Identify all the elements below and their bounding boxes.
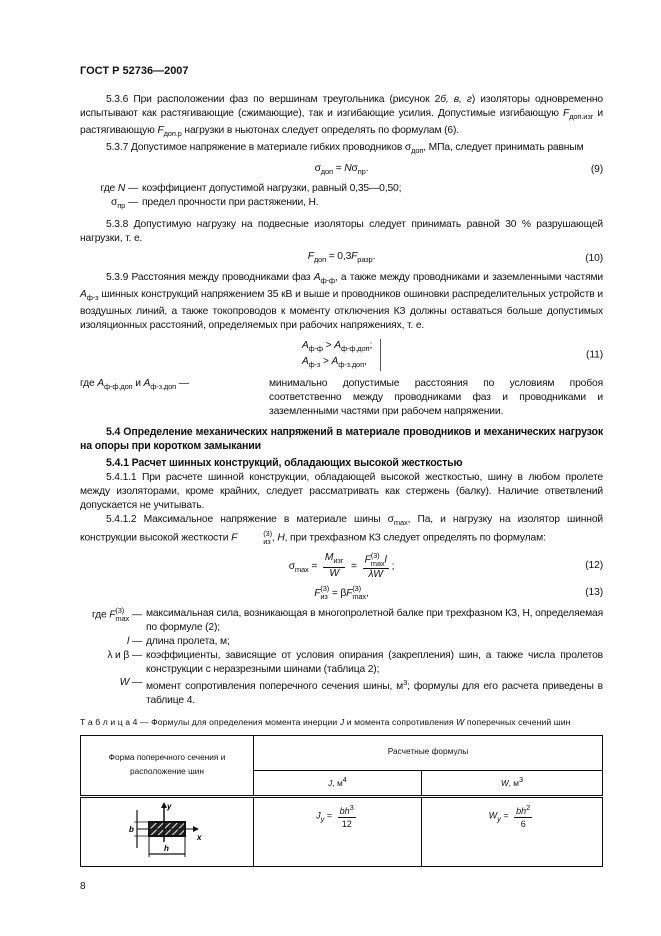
- text-sub: доп.изг: [569, 111, 594, 121]
- definition-text: [146, 649, 603, 677]
- text-run: коэффициенты, зависящие от условия опирания (закрепления) шин, а также числа пролетов конструкции с неразрезными шинами (таблица 2);: [146, 649, 603, 675]
- definition-n: [80, 182, 603, 196]
- lhs: J: [316, 810, 321, 821]
- m: M: [324, 552, 334, 564]
- text-run: .: [372, 251, 376, 263]
- text-run: , а также между проводниками и заземленными частями: [334, 272, 603, 284]
- formula-13: [80, 585, 603, 601]
- section-heading-5-4: [80, 426, 603, 454]
- text-run: σ: [351, 162, 358, 174]
- paragraph-5-4-1-2: [80, 513, 603, 546]
- definition-l: [80, 635, 603, 649]
- f: F: [364, 554, 371, 566]
- text-sub: ф-ф.доп: [340, 343, 370, 353]
- document-body: [80, 93, 603, 892]
- text-i: W: [456, 717, 465, 728]
- text-sub: max: [393, 518, 408, 528]
- text-run: —: [125, 196, 138, 208]
- numerator: bh: [516, 806, 527, 817]
- text-sub: пр: [117, 200, 126, 210]
- w: W: [329, 568, 339, 580]
- text-run: шинных конструкций напряжением 35 кВ и выше и проводников ошиновки распределительных устройств и воздушных линий, а также токопроводов к моменту отключения КЗ должны оставаться больше допустимых изоляционных расстояний, определяемых при рабочих напряжениях, т. е.: [80, 289, 603, 331]
- text-i: F: [157, 124, 164, 136]
- text-i: W: [500, 778, 509, 789]
- formula-13-number: (13): [585, 586, 603, 598]
- text-run: σ: [110, 196, 118, 208]
- text-i: J: [339, 717, 345, 728]
- text-run: ,: [271, 532, 278, 544]
- definition-w: [80, 676, 603, 708]
- denominator: 12: [341, 819, 352, 830]
- paragraph-5-3-6: [80, 93, 603, 141]
- page-number: 8: [80, 881, 86, 893]
- text-sub: ф-з: [86, 293, 99, 303]
- denominator: 6: [520, 819, 526, 830]
- fraction: [323, 552, 345, 580]
- text-run: 5.4.1.1 При расчете шинной конструкции, обладающей высокой жесткостью, шину в любом пролете между изоляторами, кроме крайних, следует рассматривать как стержень (балку). Наличие ответвлений допускается не учитывать.: [80, 472, 603, 512]
- text-run: 5.4.1 Расчет шинных конструкций, обладающих высокой жесткостью: [106, 457, 463, 470]
- text-run: ;: [369, 339, 373, 351]
- text-sub: ф-з.доп: [150, 381, 176, 391]
- text-i: F: [314, 587, 321, 599]
- text-i: F: [231, 532, 238, 544]
- text-run: 5.4 Определение механических напряжений в материале проводников и механических нагрузок на опоры при коротком замыкании: [80, 425, 603, 452]
- text-run: ; формулы для его расчета приведены в таблице 4.: [146, 681, 604, 707]
- text-sup: (3): [263, 528, 272, 538]
- text-i: A: [313, 272, 321, 284]
- definition-sigma: [80, 196, 603, 213]
- header-j: [254, 771, 422, 797]
- text-i: F: [563, 107, 570, 119]
- sub: y: [497, 814, 501, 824]
- text-run: длина пролета, м;: [146, 635, 230, 647]
- dim-b-label: b: [129, 825, 134, 835]
- text-run: , Па, и нагрузку на изолятор шинной конструкции высокой жесткости: [80, 514, 603, 544]
- text-run: —: [125, 182, 138, 194]
- formula-11-line-1: [302, 339, 372, 355]
- text-i: A: [97, 377, 105, 389]
- formula-10-expression: [307, 251, 376, 265]
- text-sub: доп.р: [163, 128, 182, 138]
- text-run: σ: [314, 162, 321, 174]
- text-sub: ф-ф: [320, 276, 335, 286]
- text-i: A: [301, 339, 309, 351]
- text-run: и растягивающую: [80, 107, 603, 136]
- formula-10: [80, 250, 603, 267]
- document-header: ГОСТ Р 52736—2007: [80, 65, 189, 77]
- lw: λW: [368, 568, 383, 580]
- header-cross-section: Форма поперечного сечения и расположение шин: [81, 736, 254, 797]
- text-run: где: [100, 182, 118, 194]
- text-i: A: [80, 289, 87, 301]
- text-i: A: [143, 377, 151, 389]
- dim-h-label: h: [164, 844, 169, 854]
- text-run: —: [129, 609, 142, 621]
- definition-lambda-beta: [80, 649, 603, 677]
- numerator: bh: [339, 806, 350, 817]
- text-i: J: [328, 778, 333, 789]
- text-sub: ф-з: [308, 359, 321, 369]
- text-sup: 4: [342, 775, 347, 785]
- text-i: A: [331, 355, 339, 367]
- text-run: ,: [366, 587, 369, 599]
- text-run: =: [332, 162, 345, 174]
- text-sub: доп: [313, 255, 326, 265]
- index-stack: [115, 607, 129, 623]
- formula-9-number: (9): [590, 164, 603, 176]
- sub: max: [294, 565, 309, 575]
- index-stack: [237, 530, 272, 546]
- text-run: и момента сопротивления: [344, 717, 457, 728]
- text-run: >: [322, 339, 335, 351]
- text-sub: доп: [320, 166, 333, 176]
- text-run: , при трехфазном КЗ следует определять по формулам:: [284, 532, 546, 544]
- definition-clearances: [80, 377, 603, 419]
- text-run: 5.3.9 Расстояния между проводниками фаз: [106, 272, 314, 284]
- text-run: , м: [332, 778, 343, 789]
- text-run: = 0,3: [326, 251, 352, 263]
- paragraph-5-3-7: [80, 141, 603, 158]
- text-i: б, в, г: [440, 94, 472, 105]
- axis-x-label: x: [197, 833, 202, 843]
- text-sub: ф-ф.доп: [104, 381, 133, 391]
- table-caption: [80, 716, 603, 729]
- formula-11: [80, 339, 603, 371]
- text-sub: разр: [357, 255, 373, 265]
- paragraph-5-3-9: [80, 271, 603, 333]
- text-sub: из: [320, 591, 328, 601]
- formula-12-number: (12): [585, 560, 603, 572]
- l: l: [384, 554, 387, 566]
- sigma: σ: [288, 561, 295, 573]
- formula-11-number: (11): [586, 349, 603, 361]
- text-run: ) изоляторы одновременно испытывают как растягивающие (сжимающие), так и изгибающие усилия. Допустимые изгибающую: [80, 94, 603, 119]
- text-run: коэффициент допустимой нагрузки, равный 0,35—0,50;: [142, 182, 402, 194]
- text-run: —: [129, 635, 142, 647]
- rectangular-bar-diagram: [127, 802, 207, 860]
- text-sub: ф-ф: [308, 343, 323, 353]
- table-4: [80, 735, 603, 867]
- paragraph-5-4-1-1: [80, 471, 603, 513]
- text-sub: пр: [357, 166, 366, 176]
- text-sub: доп: [411, 145, 424, 155]
- text-run: Т а б л и ц а 4 — Формулы для определения момента инерции: [80, 717, 340, 728]
- index-stack: [320, 585, 329, 601]
- definition-term: [80, 635, 146, 649]
- header-w: [422, 771, 603, 797]
- formula-9: [80, 162, 603, 179]
- text-run: .: [365, 162, 369, 174]
- text-run: λ и β —: [107, 649, 142, 661]
- definition-term: [80, 377, 269, 419]
- definition-term: [80, 607, 146, 635]
- text-run: максимальная сила, возникающая в многопролетной балке при трехфазном КЗ, Н, определяемая по формуле (2);: [146, 607, 603, 633]
- section-heading-5-4-1: [80, 457, 603, 471]
- text-run: —: [129, 677, 142, 689]
- definition-term: [80, 676, 146, 708]
- text-run: >: [320, 355, 332, 367]
- definition-term: [80, 182, 142, 196]
- text-i: F: [351, 251, 358, 263]
- text-sub: max: [352, 591, 367, 601]
- definition-term: [80, 196, 142, 213]
- fraction: [363, 552, 389, 581]
- text-run: = β: [329, 587, 347, 599]
- text-run: предел прочности при растяжении, Н.: [142, 196, 319, 208]
- sub: max: [370, 558, 385, 568]
- text-run: ,: [363, 355, 367, 367]
- formula-13-expression: [314, 583, 369, 601]
- text-i: N: [344, 162, 352, 174]
- fraction: [338, 802, 356, 830]
- formula-jy: $J_y$ = $\frac{bh^3}{12}$: [254, 797, 422, 867]
- sup: (3): [370, 550, 380, 560]
- formula-11-line-2: [302, 355, 372, 371]
- text-run: где: [91, 609, 110, 621]
- lhs: W: [488, 810, 498, 821]
- text-run: , м: [508, 778, 519, 789]
- definition-text: [142, 196, 603, 213]
- text-sup: (3): [320, 583, 330, 593]
- text-run: 5.3.8 Допустимую нагрузку на подвесные изоляторы следует принимать равной 30 % разрушающей нагрузки, т. е.: [80, 219, 603, 245]
- text-run: момент сопротивления поперечного сечения шины, м: [146, 681, 404, 693]
- text-run: 5.4.1.2 Максимальное напряжение в материале шины σ: [106, 514, 394, 526]
- text-sup: (3): [352, 583, 362, 593]
- text-run: , МПа, следует принимать равным: [423, 141, 584, 153]
- cross-section-figure: [81, 797, 254, 867]
- text-sub: из: [263, 536, 271, 546]
- text-run: 5.3.6 При расположении фаз по вершинам треугольника (рисунок 2: [106, 94, 441, 105]
- definition-text: [146, 607, 603, 635]
- text-sup: 3: [519, 775, 524, 785]
- definition-text: [142, 182, 603, 196]
- axis-y-label: y: [167, 802, 172, 812]
- text-sup: 3: [403, 678, 408, 688]
- text-i: l: [127, 635, 130, 647]
- definition-fmax: [80, 607, 603, 635]
- sup: 3: [349, 803, 354, 813]
- text-i: F: [109, 609, 116, 621]
- text-run: нагрузки в ньютонах следует определять по формулам (6).: [181, 124, 459, 136]
- formula-10-number: (10): [585, 252, 603, 264]
- text-run: поперечных сечений шин: [464, 717, 571, 728]
- text-i: N: [117, 182, 126, 194]
- text-sup: (3): [115, 605, 125, 615]
- text-i: F: [307, 251, 314, 263]
- text-sub: ф-з.доп: [338, 359, 364, 369]
- text-sub: max: [115, 613, 130, 623]
- text-i: F: [346, 587, 353, 599]
- formula-12: $\sigma_{max}$ = $\frac{M_{изг}}{W}$ = F (3) max l λW ; (12): [288, 550, 603, 580]
- fraction: [514, 802, 532, 830]
- definition-text: [146, 635, 603, 649]
- sub: y: [320, 814, 325, 824]
- paragraph-5-3-8: [80, 218, 603, 246]
- header-formulas: Расчетные формулы: [254, 736, 603, 771]
- formula-wy: $W_y$ = $\frac{bh^2}{6}$: [422, 797, 603, 867]
- definition-text: [146, 676, 603, 708]
- formula-9-expression: [315, 163, 369, 174]
- text-i: Н: [277, 532, 285, 544]
- text-run: где: [80, 377, 98, 389]
- text-i: A: [334, 339, 341, 351]
- sup: 2: [526, 803, 531, 813]
- text-run: минимально допустимые расстояния по условиям пробоя соответственно между проводниками фаз и проводниками и заземленными частями при рабочем напряжении.: [269, 377, 603, 417]
- text-run: 5.3.7 Допустимое напряжение в материале гибких проводников σ: [106, 141, 412, 153]
- definition-term: [80, 649, 146, 677]
- sub: изг: [333, 556, 344, 566]
- index-stack: [352, 585, 366, 601]
- text-run: и: [132, 377, 144, 389]
- text-i: W: [119, 677, 130, 689]
- text-i: A: [301, 355, 309, 367]
- text-run: —: [176, 377, 189, 389]
- definition-text: [269, 377, 603, 419]
